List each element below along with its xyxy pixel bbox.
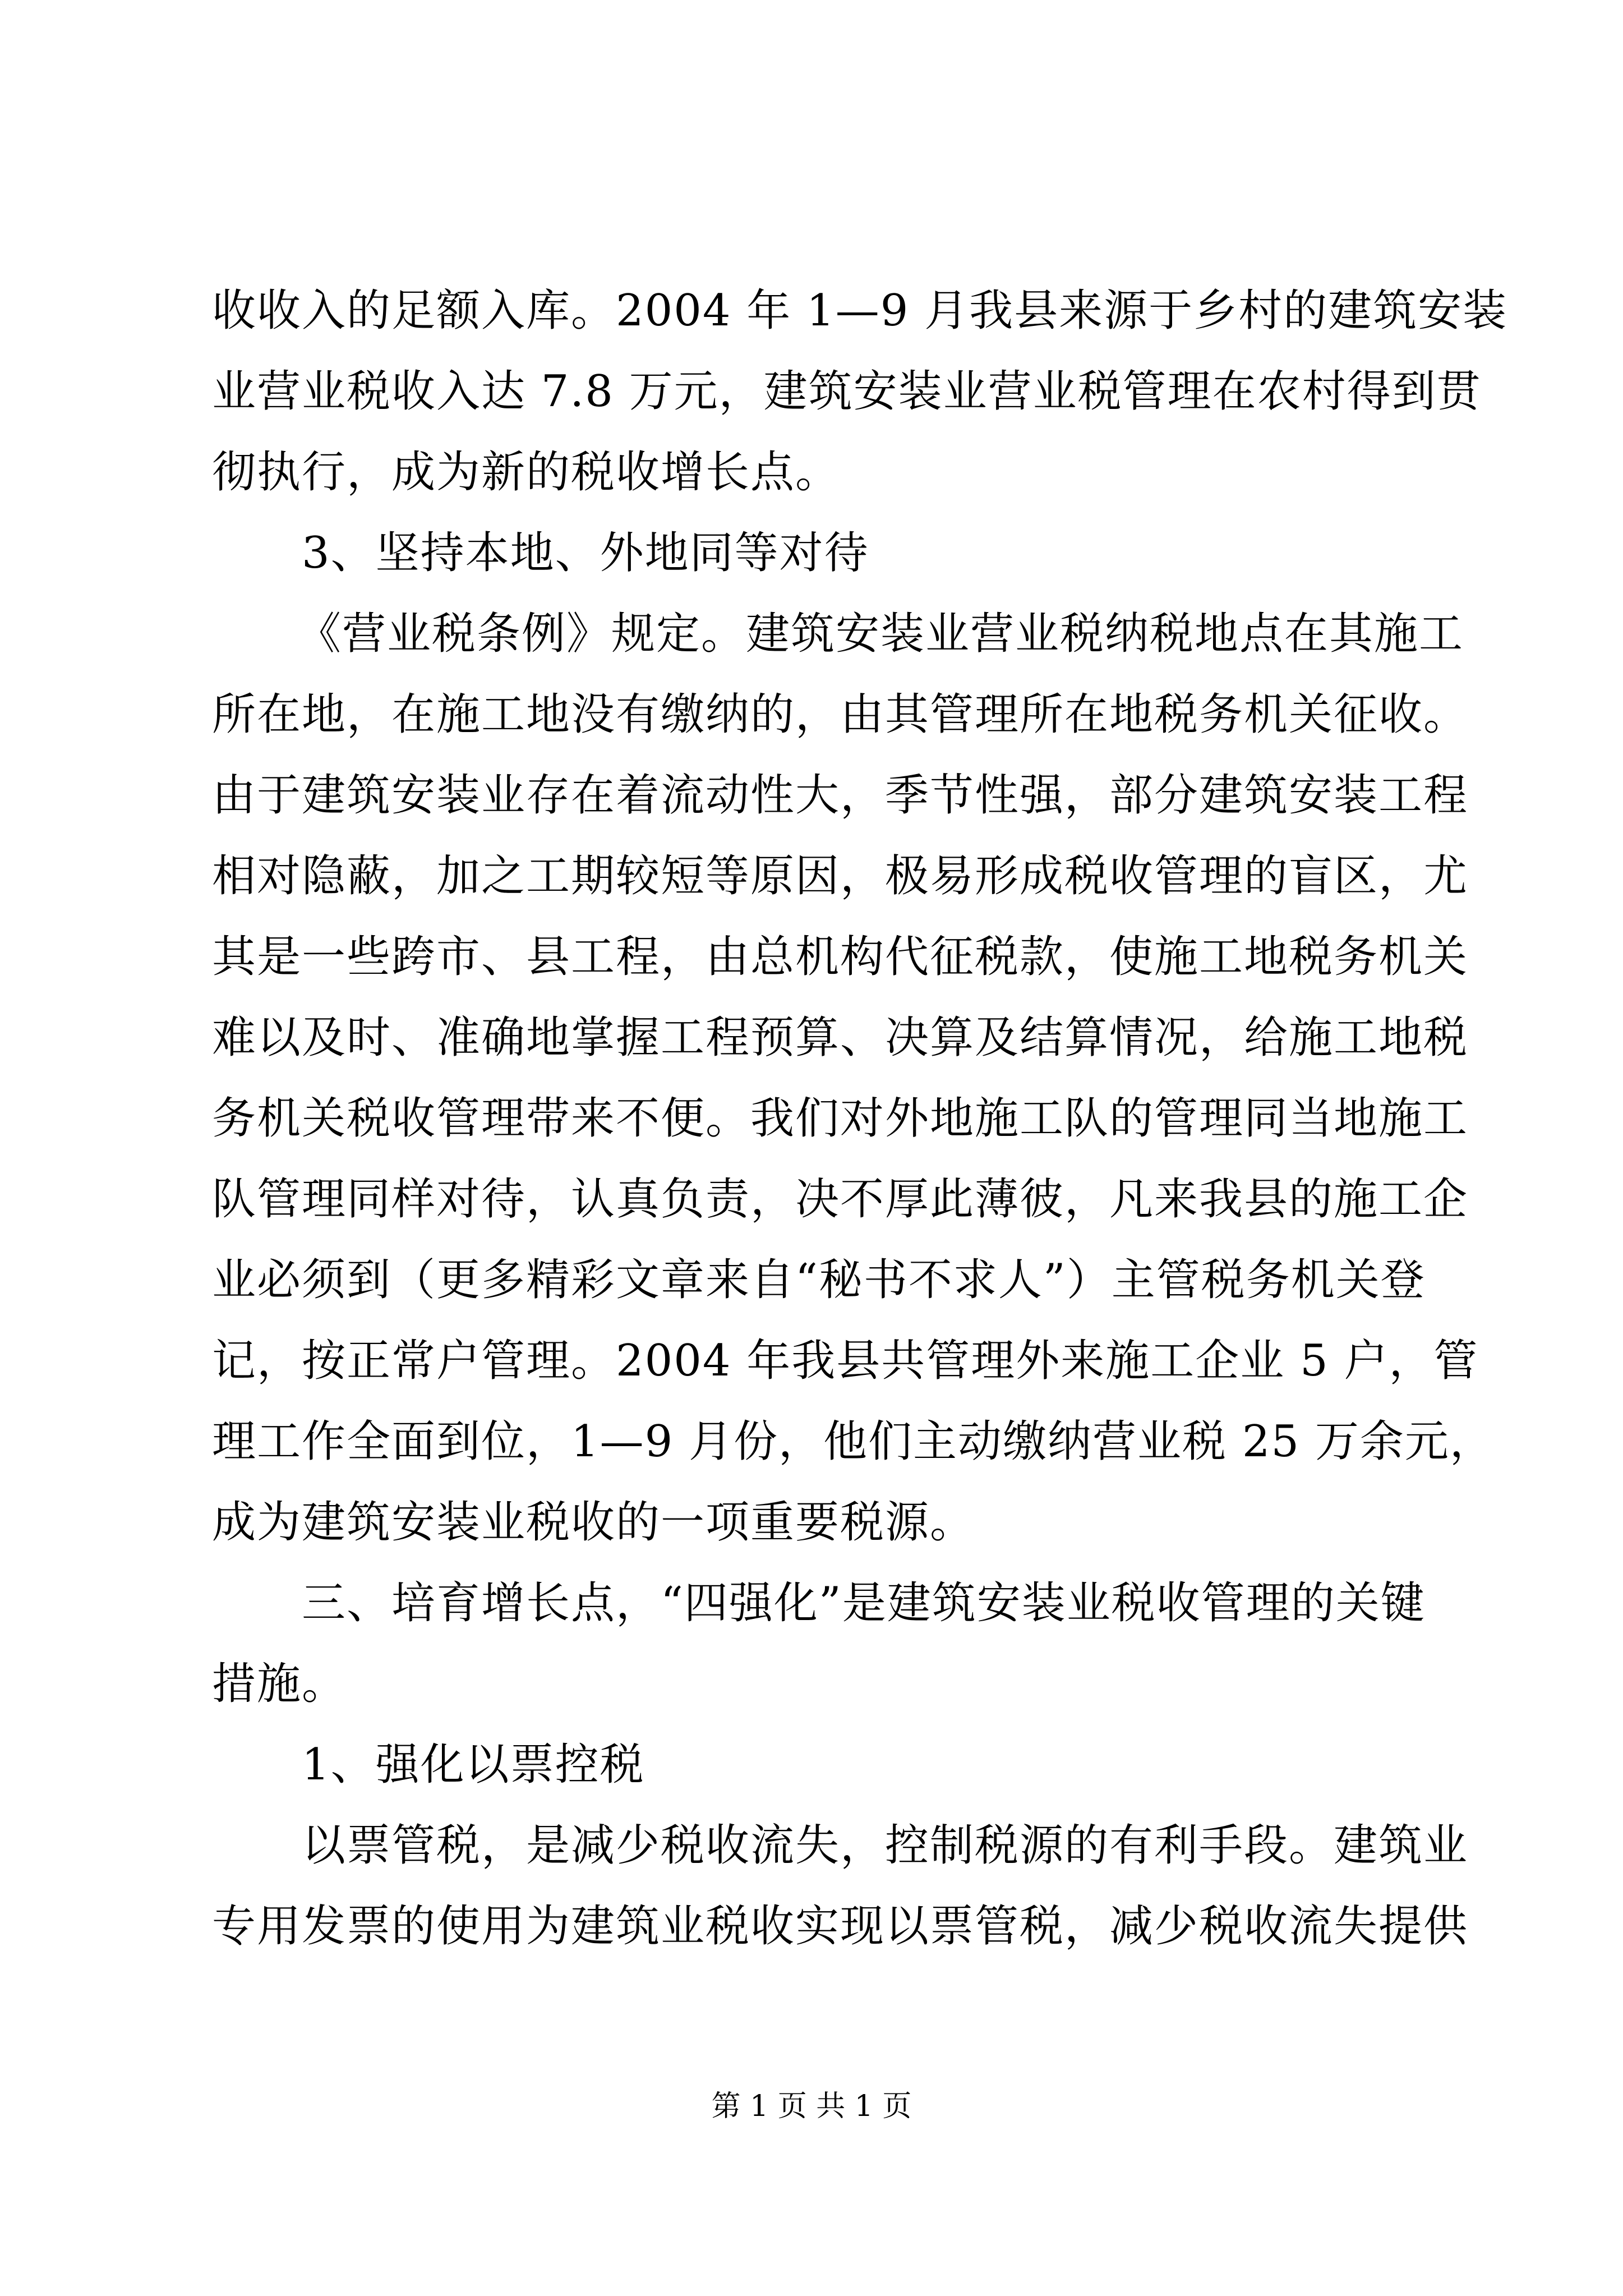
page-number-footer: 第 1 页 共 1 页 — [711, 2090, 912, 2123]
text-line: 业必须到（更多精彩文章来自“秘书不求人”）主管税务机关登 — [212, 1255, 1426, 1305]
text-line: 措施。 — [212, 1659, 347, 1709]
text-line: 理工作全面到位，1—9 月份，他们主动缴纳营业税 25 万余元， — [212, 1416, 1495, 1467]
text-line: 以票管税，是减少税收流失，控制税源的有利手段。建筑业 — [302, 1820, 1469, 1871]
text-line: 难以及时、准确地掌握工程预算、决算及结算情况，给施工地税 — [212, 1013, 1469, 1063]
section-heading: 1、强化以票控税 — [302, 1740, 645, 1790]
text-line: 成为建筑安装业税收的一项重要税源。 — [212, 1497, 975, 1548]
document-body — [212, 270, 1508, 1967]
section-heading: 三、培育增长点，“四强化”是建筑安装业税收管理的关键 — [302, 1578, 1426, 1628]
text-line: 队管理同样对待，认真负责，决不厚此薄彼，凡来我县的施工企 — [212, 1174, 1469, 1225]
text-line: 业营业税收入达 7.8 万元，建筑安装业营业税管理在农村得到贯 — [212, 366, 1482, 417]
text-line: 相对隐蔽，加之工期较短等原因，极易形成税收管理的盲区，尤 — [212, 851, 1469, 901]
section-heading: 3、坚持本地、外地同等对待 — [302, 528, 869, 578]
text-line: 收收入的足额入库。2004 年 1—9 月我县来源于乡村的建筑安装 — [212, 286, 1508, 336]
text-line: 所在地，在施工地没有缴纳的，由其管理所在地税务机关征收。 — [212, 689, 1469, 740]
text-line: 务机关税收管理带来不便。我们对外地施工队的管理同当地施工 — [212, 1093, 1469, 1144]
text-line: 专用发票的使用为建筑业税收实现以票管税，减少税收流失提供 — [212, 1901, 1469, 1952]
text-line: 由于建筑安装业存在着流动性大，季节性强，部分建筑安装工程 — [212, 770, 1469, 821]
text-line: 其是一些跨市、县工程，由总机构代征税款，使施工地税务机关 — [212, 932, 1469, 982]
text-line: 彻执行，成为新的税收增长点。 — [212, 447, 841, 498]
text-line: 《营业税条例》规定。建筑安装业营业税纳税地点在其施工 — [297, 609, 1464, 659]
text-line: 记，按正常户管理。2004 年我县共管理外来施工企业 5 户，管 — [212, 1336, 1479, 1386]
